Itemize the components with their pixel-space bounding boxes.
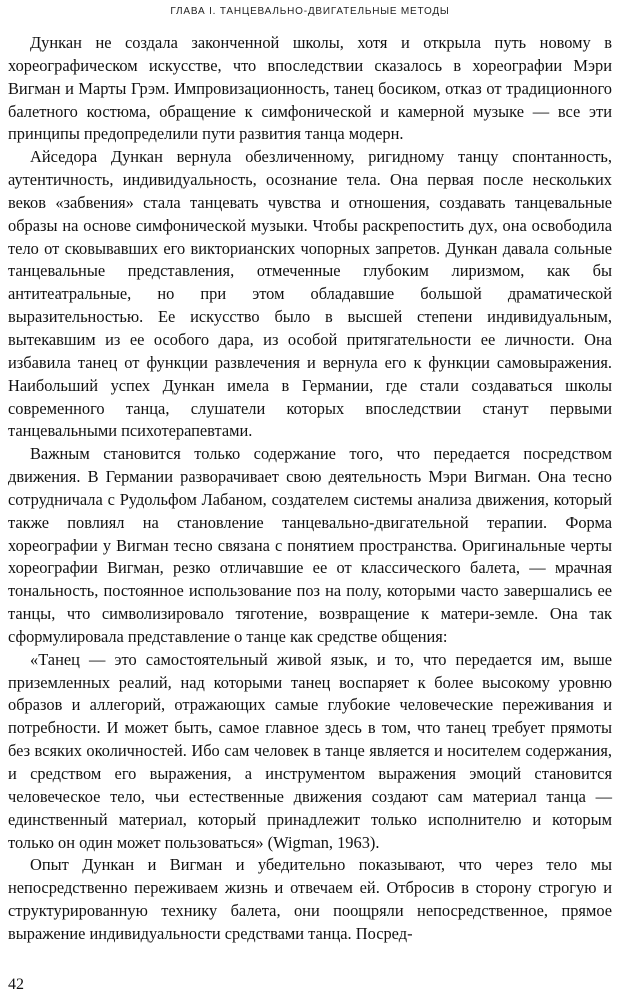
running-head: ГЛАВА I. ТАНЦЕВАЛЬНО-ДВИГАТЕЛЬНЫЕ МЕТОДЫ <box>170 6 450 17</box>
paragraph-2: Айседора Дункан вернула обезличенному, ригидному танцу спонтанность, аутентичность, индивидуальность, осознание тела. Она первая после нескольких веков «забвения» стала танцевать чувства и отношения, создавать танцевальные образы на основе симфонической музыки. Чтобы раскрепостить дух, она освободила тело от сковывавших его викторианских чопорных запретов. Дункан давала сольные танцевальные представления, отмеченные глубоким лиризмом, как бы антитеатральные, но при этом обладавшие большой драматической выразительностью. Ее искусство было в высшей степени индивидуальным, вытекавшим из ее особого дара, из особой притягательности ее личности. Она избавила танец от функции развлечения и вернула его к функции самовыражения. Наибольший успех Дункан имела в Германии, где стали создаваться школы современного танца, слушатели которых впоследствии станут первыми танцевальными психотерапевтами. <box>8 147 612 441</box>
page-number: 42 <box>8 976 24 993</box>
paragraph-1: Дункан не создала законченной школы, хотя и открыла путь новому в хореографическом искусстве, что впоследствии сказалось в хореографии Мэри Вигман и Марты Грэм. Импровизационность, танец босиком, отказ от традиционного балетного костюма, обращение к симфонической и камерной музыке — все эти принципы предопределили пути развития танца модерн. <box>8 33 612 144</box>
paragraph-5: Опыт Дункан и Вигман и убедительно показывают, что через тело мы непосредственно переживаем жизнь и отвечаем ей. Отбросив в сторону строгую и структурированную технику балета, они поощряли непосредственное, прямое выражение индивидуальности средствами танца. Посред- <box>8 855 612 943</box>
paragraph-3: Важным становится только содержание того, что передается посредством движения. В Германии разворачивает свою деятельность Мэри Вигман. Она тесно сотрудничала с Рудольфом Лабаном, создателем системы анализа движения, который также повлиял на становление танцевально-двигательной терапии. Форма хореографии у Вигман тесно связана с понятием пространства. Оригинальные черты хореографии Вигман, резко отличавшие ее от классического балета, — мрачная тональность, постоянное использование поз на полу, которыми часто завершались ее танцы, что символизировало тяготение, возвращение к матери-земле. Она так сформулировала представление о танце как средстве общения: <box>8 444 612 646</box>
body-text <box>8 32 612 946</box>
quote-paragraph: «Танец — это самостоятельный живой язык, и то, что передается им, выше приземленных реалий, над которыми танец воспаряет к более высокому уровню образов и аллегорий, отражающих самые глубокие человеческие переживания и потребности. И может быть, самое главное здесь в том, что танец требует прямоты без всяких околичностей. Ибо сам человек в танце является и носителем содержания, и средством его выражения, а инструментом выражения эмоций становится человеческое тело, чьи естественные движения создают сам материал танца — единственный материал, который принадлежит только исполнителю и которым только он один может пользоваться» (Wigman, 1963). <box>8 649 612 852</box>
